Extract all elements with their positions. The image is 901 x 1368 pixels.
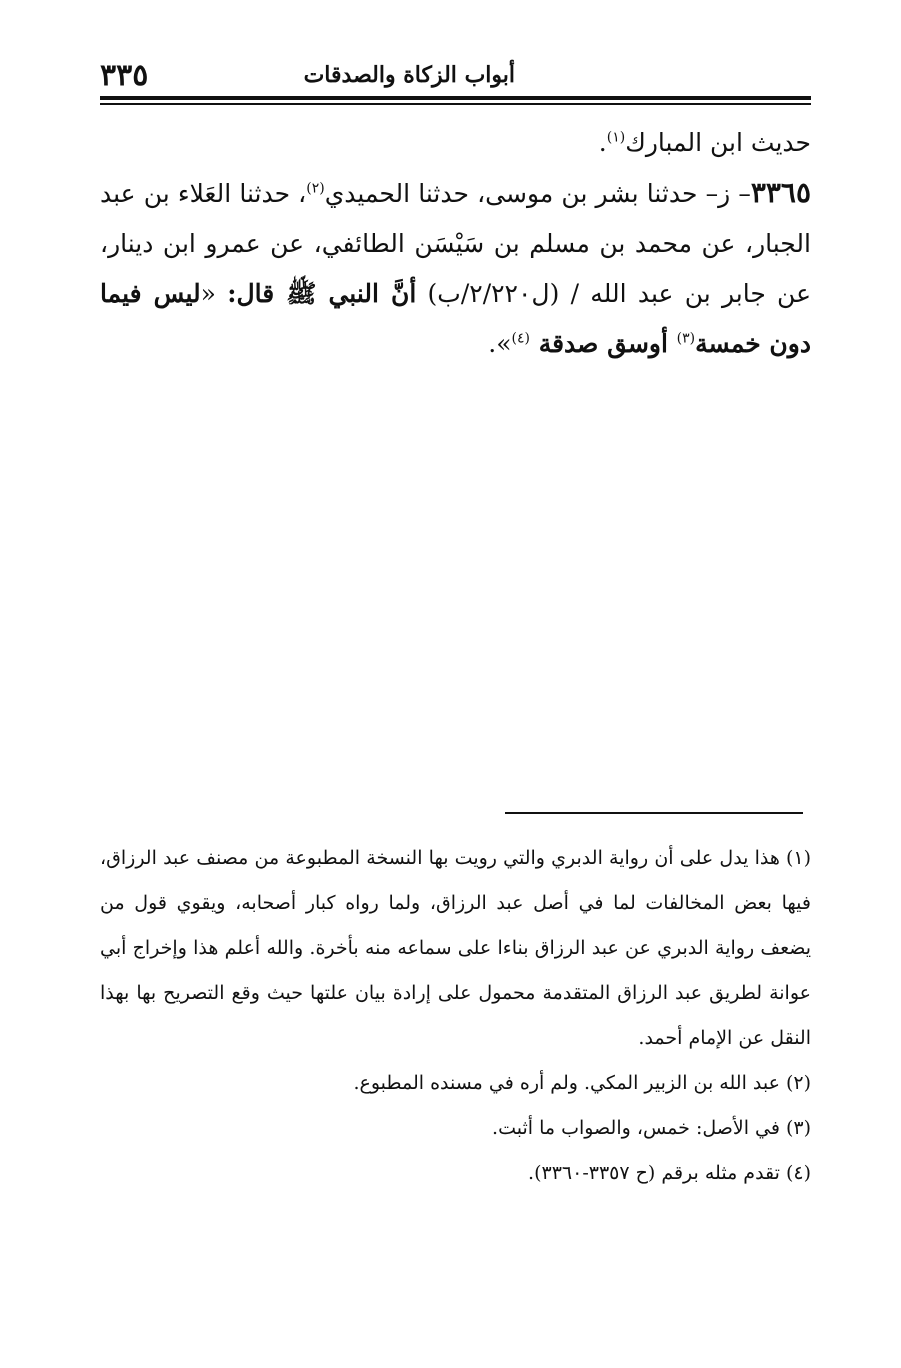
footnote-number: (٤) [785, 1162, 811, 1184]
footnote-text: تقدم مثله برقم (ح ٣٣٥٧-٣٣٦٠). [528, 1162, 780, 1184]
quote-close: ». [488, 329, 512, 358]
footnote-ref-2: (٢) [306, 180, 325, 197]
intro-text: حديث ابن المبارك [625, 128, 811, 157]
header-rule-thick [100, 96, 811, 100]
footnote-separator [505, 812, 803, 814]
footnotes [100, 836, 811, 1196]
footnote-text: في الأصل: خمس، والصواب ما أثبت. [492, 1117, 780, 1139]
footnote-text: هذا يدل على أن رواية الدبري والتي رويت بها النسخة المطبوعة من مصنف عبد الرزاق، فيها بعض المخالفات لما في أصل عبد الرزاق، ولما رواه كبار أصحابه، ويقوي قول من يضعف رواية الدبري عن عبد الرزاق بناءا على سماعه منه بأخرة. والله أعلم هذا وإخراج أبي عوانة لطريق عبد الرزاق المتقدمة محمول على إرادة بيان علتها حيث وقع التصريح بها بهذا النقل عن الإمام أحمد. [100, 847, 811, 1049]
footnote-number: (١) [785, 847, 811, 869]
page-number: ٣٣٥ [100, 58, 149, 93]
footnote-number: (٣) [785, 1117, 811, 1139]
intro-line [100, 118, 811, 168]
hadith-matn-1: ليس فيما دون خمسة [100, 279, 811, 358]
running-header [100, 58, 810, 96]
hadith-matn-intro: أنَّ النبي ﷺ قال: [227, 279, 417, 308]
footnote-3 [100, 1106, 811, 1151]
intro-end: . [598, 128, 607, 157]
footnote-2 [100, 1061, 811, 1106]
running-title: أبواب الزكاة والصدقات [303, 62, 515, 88]
hadith-matn-2: أوسق صدقة [530, 329, 677, 358]
footnote-text: عبد الله بن الزبير المكي. ولم أره في مسنده المطبوع. [353, 1072, 780, 1094]
footnote-ref-1: (١) [606, 129, 626, 146]
hadith-isnad-1: – ز– حدثنا بشر بن موسى، حدثنا الحميدي [324, 179, 751, 208]
footnote-ref-4: (٤) [511, 330, 530, 347]
footnote-number: (٢) [785, 1072, 811, 1094]
hadith-number: ٣٣٦٥ [750, 176, 811, 209]
footnote-1 [100, 836, 811, 1061]
main-text [100, 118, 811, 369]
footnote-ref-3: (٣) [676, 330, 696, 347]
quote-open: « [200, 279, 216, 308]
footnote-4 [100, 1151, 811, 1196]
hadith-isnad-2: ، حدثنا العَلاء بن عبد الجبار، عن محمد بن مسلم بن سَيْسَن الطائفي، عن عمرو ابن دينار، عن جابر بن عبد الله / (ل٢/٢٢٠/ب) [100, 179, 811, 308]
header-rule-thin [100, 103, 811, 105]
hadith-paragraph [100, 168, 811, 369]
